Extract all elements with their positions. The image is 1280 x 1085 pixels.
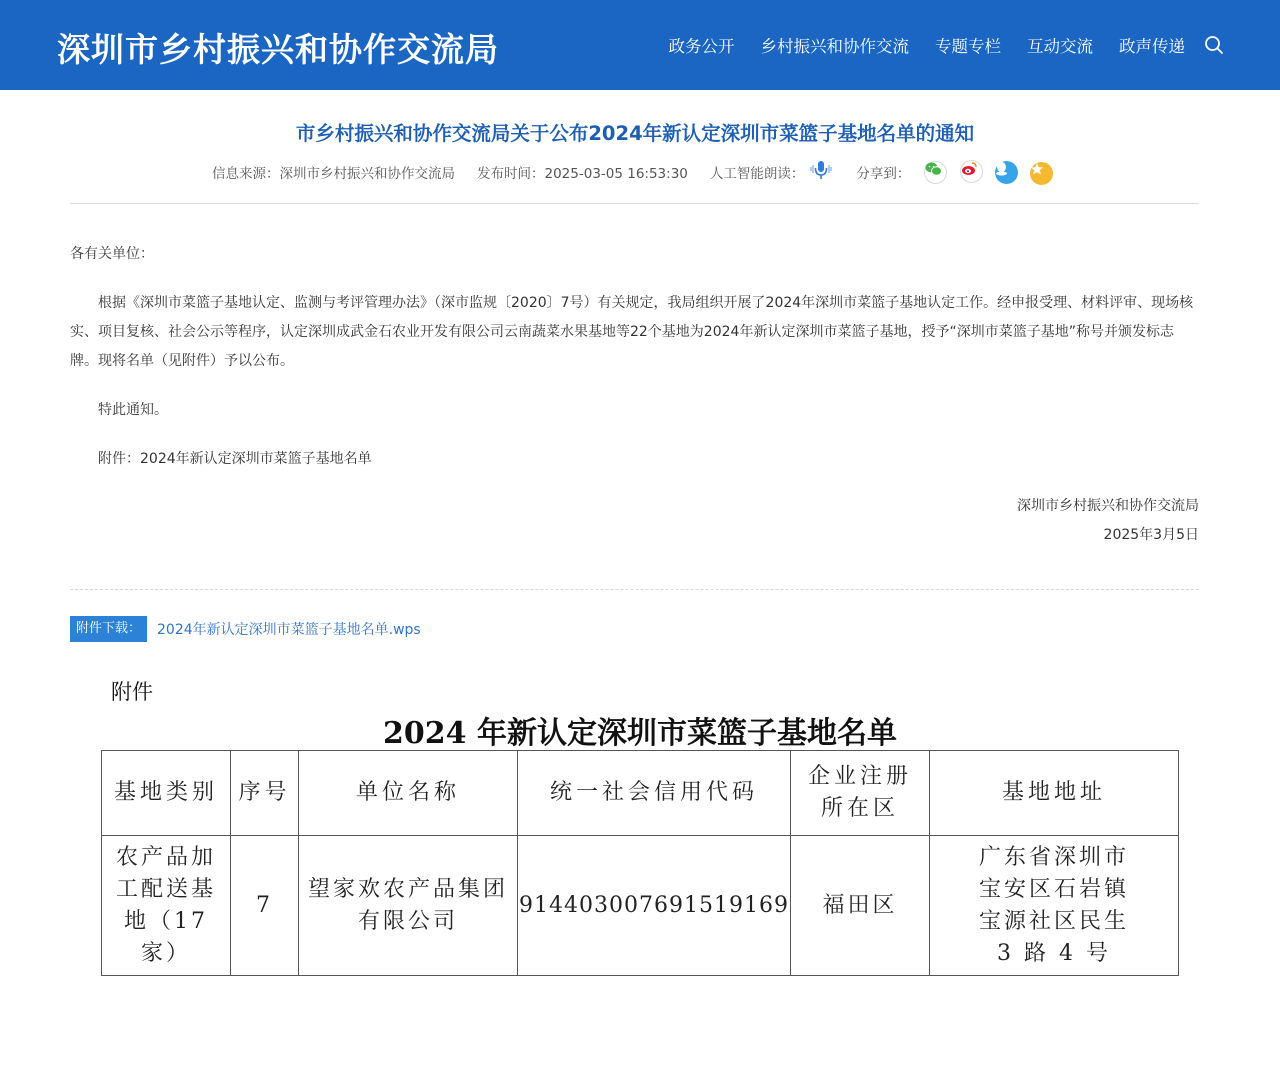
nav-item-hdjl[interactable]: 互动交流 (1027, 37, 1093, 56)
cell-address: 广东省深圳市宝安区石岩镇宝源社区民生 3 路 4 号 (929, 836, 1178, 976)
column-header: 基地类别 (102, 751, 231, 836)
site-title[interactable]: 深圳市乡村振兴和协作交流局 (57, 30, 499, 69)
meta-ai-read-label: 人工智能朗读： (709, 166, 805, 182)
cell-category: 农产品加工配送基地（17 家） (102, 836, 231, 976)
nav-item-zwgk[interactable]: 政务公开 (668, 37, 735, 56)
column-header: 单位名称 (299, 751, 518, 836)
microphone-icon[interactable] (808, 159, 834, 185)
nav-item-xczx[interactable]: 乡村振兴和协作交流 (760, 37, 909, 56)
cell-credit-code: 914403007691519169 (518, 836, 791, 976)
table-header-row (102, 751, 1179, 836)
weibo-icon[interactable] (960, 160, 983, 183)
search-icon[interactable] (1203, 34, 1225, 56)
qzone-icon[interactable] (1030, 162, 1053, 185)
column-header: 企业注册所在区 (790, 751, 929, 836)
body-paragraph: 根据《深圳市菜篮子基地认定、监测与考评管理办法》（深市监规〔2020〕7号）有关规定，我局组织开展了2024年深圳市菜篮子基地认定工作。经申报受理、材料评审、现场核实、项目复核、社会公示等程序，认定深圳成武金石农业开发有限公司云南蔬菜水果基地等22个基地为2024年新认定深圳市菜篮子基地，授予“深圳市菜篮子基地”称号并颁发标志牌。现将名单（见附件）予以公布。 (70, 295, 1194, 369)
attachment-link[interactable]: 2024年新认定深圳市菜篮子基地名单.wps (157, 622, 421, 638)
nav-item-ztzl[interactable]: 专题专栏 (935, 37, 1001, 56)
column-header: 统一社会信用代码 (518, 751, 791, 836)
main-nav (643, 33, 1226, 57)
attachment-label: 附件下载： (70, 616, 147, 642)
document-title: 2024 年新认定深圳市菜篮子基地名单 (383, 716, 897, 751)
signature-org: 深圳市乡村振兴和协作交流局 (1017, 498, 1199, 514)
article-title: 市乡村振兴和协作交流局关于公布2024年新认定深圳市菜篮子基地名单的通知 (295, 122, 975, 145)
column-header: 基地地址 (929, 751, 1178, 836)
meta-share-label: 分享到： (856, 166, 911, 182)
closing-remark: 特此通知。 (98, 402, 168, 418)
base-list-table (101, 750, 1179, 976)
attachment-note: 附件：2024年新认定深圳市菜篮子基地名单 (98, 451, 372, 467)
column-header: 序号 (231, 751, 299, 836)
salutation: 各有关单位： (70, 246, 154, 262)
cell-index: 7 (231, 836, 299, 976)
divider-dashed (70, 589, 1199, 590)
meta-published: 发布时间：2025-03-05 16:53:30 (477, 166, 688, 182)
wechat-icon[interactable] (924, 161, 947, 184)
divider (70, 203, 1199, 204)
meta-source: 信息来源：深圳市乡村振兴和协作交流局 (212, 166, 455, 182)
site-header (0, 0, 1280, 90)
cell-district: 福田区 (790, 836, 929, 976)
cell-company: 望家欢农产品集团有限公司 (299, 836, 518, 976)
article-meta (212, 160, 1061, 184)
nav-item-zscd[interactable]: 政声传递 (1119, 37, 1185, 56)
signature-date: 2025年3月5日 (1103, 527, 1199, 543)
attachment-download (70, 616, 421, 642)
document-heading: 附件 (111, 680, 153, 704)
table-row (102, 836, 1179, 976)
share-icons (924, 160, 1061, 185)
qq-icon[interactable] (995, 161, 1018, 184)
